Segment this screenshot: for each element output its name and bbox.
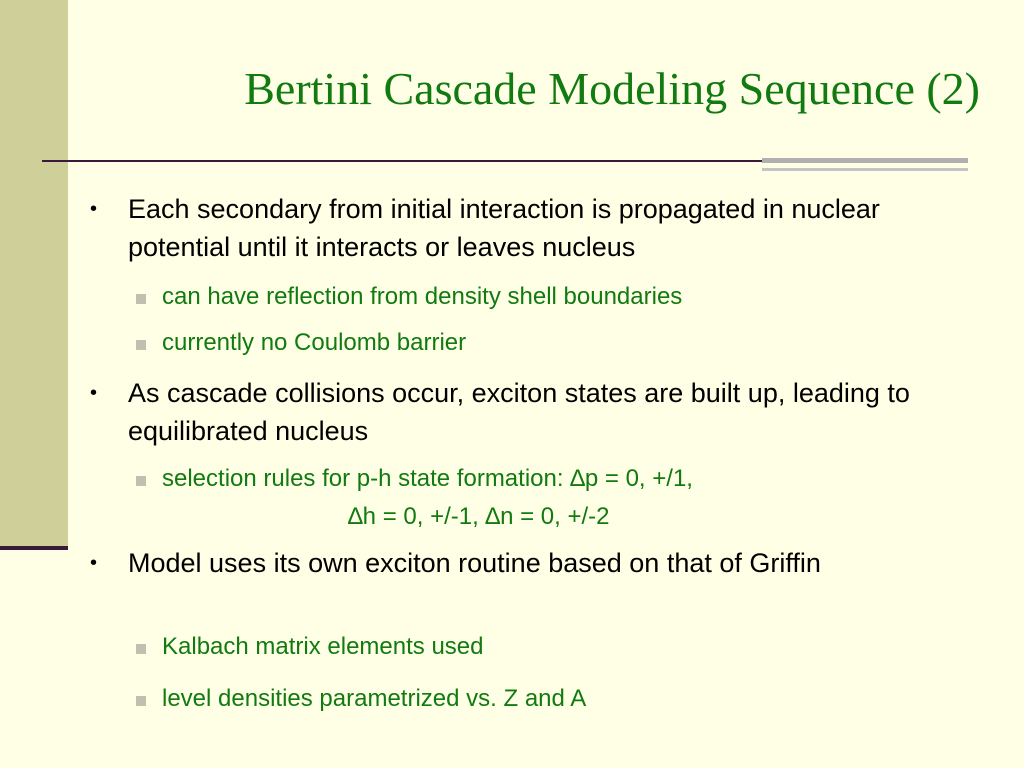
bullet-text: Model uses its own exciton routine based on that of Griffin [128,548,821,578]
square-bullet-icon [136,294,146,304]
bullet-item [90,374,978,450]
square-bullet-icon [136,340,146,350]
bullet-item [90,544,978,582]
sub-bullet-text: currently no Coulomb barrier [162,329,467,356]
sub-bullet-item [162,280,962,314]
sub-bullet-continuation: ∆h = 0, +/-1, ∆n = 0, +/-2 [348,503,610,530]
title-divider-accent-lower [762,168,968,171]
square-bullet-icon [136,644,146,654]
bullet-dot-icon: • [90,552,98,574]
sub-bullet-text: can have reflection from density shell boundaries [162,283,683,310]
sub-bullet-item [162,682,962,716]
bullet-item [90,190,978,266]
slide-title: Bertini Cascade Modeling Sequence (2) [244,63,980,114]
bullet-text: As cascade collisions occur, exciton states are built up, leading to equilibrated nucleus [128,378,910,446]
sub-bullet-item [162,326,962,360]
title-divider [42,160,762,162]
left-decorative-bar [0,0,68,546]
sub-bullet-item [162,462,962,496]
sub-bullet-text: Kalbach matrix elements used [162,633,484,660]
sub-bullet-text: selection rules for p-h state formation: ∆p = 0, +/1, [162,465,693,492]
square-bullet-icon [136,476,146,486]
left-bar-underline [0,546,68,550]
square-bullet-icon [136,696,146,706]
title-divider-accent [762,158,968,163]
sub-bullet-item [162,630,962,664]
sub-bullet-text: level densities parametrized vs. Z and A [162,685,587,712]
bullet-text: Each secondary from initial interaction is propagated in nuclear potential until it interacts or leaves nucleus [128,194,880,262]
bullet-dot-icon: • [90,198,98,220]
bullet-dot-icon: • [90,382,98,404]
